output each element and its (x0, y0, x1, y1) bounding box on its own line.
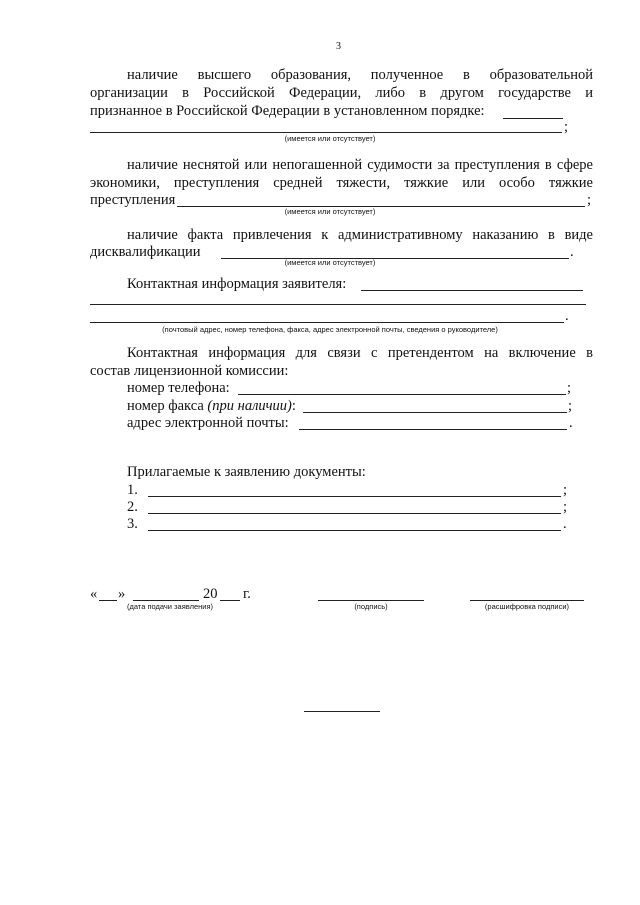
disqualification-end: . (570, 244, 574, 260)
education-end: ; (564, 119, 569, 135)
date-year-suffix: г. (243, 586, 251, 602)
fax-optional-note: (при наличии) (207, 398, 292, 414)
disqualification-line-1: наличие факта привлечения к административному наказанию в виде (127, 227, 593, 243)
conviction-line-1: наличие неснятой или непогашенной судимости за преступления в сфере (127, 157, 593, 173)
document-item-line[interactable] (148, 496, 561, 497)
conviction-line-3: преступления (90, 192, 176, 208)
signature-line[interactable] (318, 600, 424, 601)
fax-label-group (127, 398, 296, 415)
document-item-number: 2. (127, 499, 138, 515)
education-note: (имеется или отсутствует) (284, 134, 376, 143)
date-year-line[interactable] (220, 600, 240, 601)
document-item-number: 3. (127, 516, 138, 532)
closing-rule (304, 711, 380, 712)
contact-label: Контактная информация заявителя: (127, 276, 347, 292)
disqualification-note: (имеется или отсутствует) (284, 258, 376, 267)
document-item-line[interactable] (148, 513, 561, 514)
document-item-end: ; (563, 499, 568, 515)
date-year-prefix: 20 (203, 586, 218, 602)
signature-decode-line[interactable] (470, 600, 584, 601)
phone-input-line[interactable] (238, 394, 566, 395)
commission-contact-line-2: состав лицензионной комиссии: (90, 363, 289, 379)
date-close-quote: » (118, 586, 126, 602)
signature-decode-note: (расшифровка подписи) (484, 602, 570, 611)
phone-label: номер телефона: (127, 380, 230, 396)
education-line-2: организации в Российской Федерации, либо в другом государстве и (90, 85, 593, 101)
fax-label: номер факса (127, 398, 204, 414)
conviction-end: ; (587, 192, 592, 208)
education-line-3: признанное в Российской Федерации в установленном порядке: (90, 103, 485, 119)
page-number: 3 (336, 41, 341, 52)
education-fill-line-b[interactable] (90, 132, 562, 133)
fax-colon: : (291, 398, 296, 414)
email-end: . (569, 415, 573, 431)
date-day-line[interactable] (99, 600, 117, 601)
contact-note: (почтовый адрес, номер телефона, факса, адрес электронной почты, сведения о руководителе) (162, 325, 498, 334)
contact-fill-line-b[interactable] (90, 304, 586, 305)
document-item-line[interactable] (148, 530, 561, 531)
document-item-number: 1. (127, 482, 138, 498)
fax-input-line[interactable] (303, 412, 567, 413)
date-open-quote: « (90, 586, 98, 602)
fax-end: ; (568, 398, 573, 414)
contact-end: . (565, 308, 569, 324)
documents-label: Прилагаемые к заявлению документы: (127, 464, 366, 480)
document-item-end: ; (563, 482, 568, 498)
email-input-line[interactable] (299, 429, 567, 430)
date-month-line[interactable] (133, 600, 199, 601)
document-item-end: . (563, 516, 567, 532)
disqualification-line-2: дисквалификации (90, 244, 201, 260)
conviction-note: (имеется или отсутствует) (284, 207, 376, 216)
education-line-1: наличие высшего образования, полученное в образовательной (127, 67, 593, 83)
date-note: (дата подачи заявления) (126, 602, 214, 611)
education-fill-line-a[interactable] (503, 118, 563, 119)
signature-note: (подпись) (354, 602, 388, 611)
email-label: адрес электронной почты: (127, 415, 289, 431)
conviction-line-2: экономики, преступления средней тяжести, тяжкие или особо тяжкие (90, 175, 593, 191)
contact-fill-line-a[interactable] (361, 290, 583, 291)
contact-fill-line-c[interactable] (90, 322, 564, 323)
phone-end: ; (567, 380, 572, 396)
commission-contact-line-1: Контактная информация для связи с претендентом на включение в (127, 345, 593, 361)
